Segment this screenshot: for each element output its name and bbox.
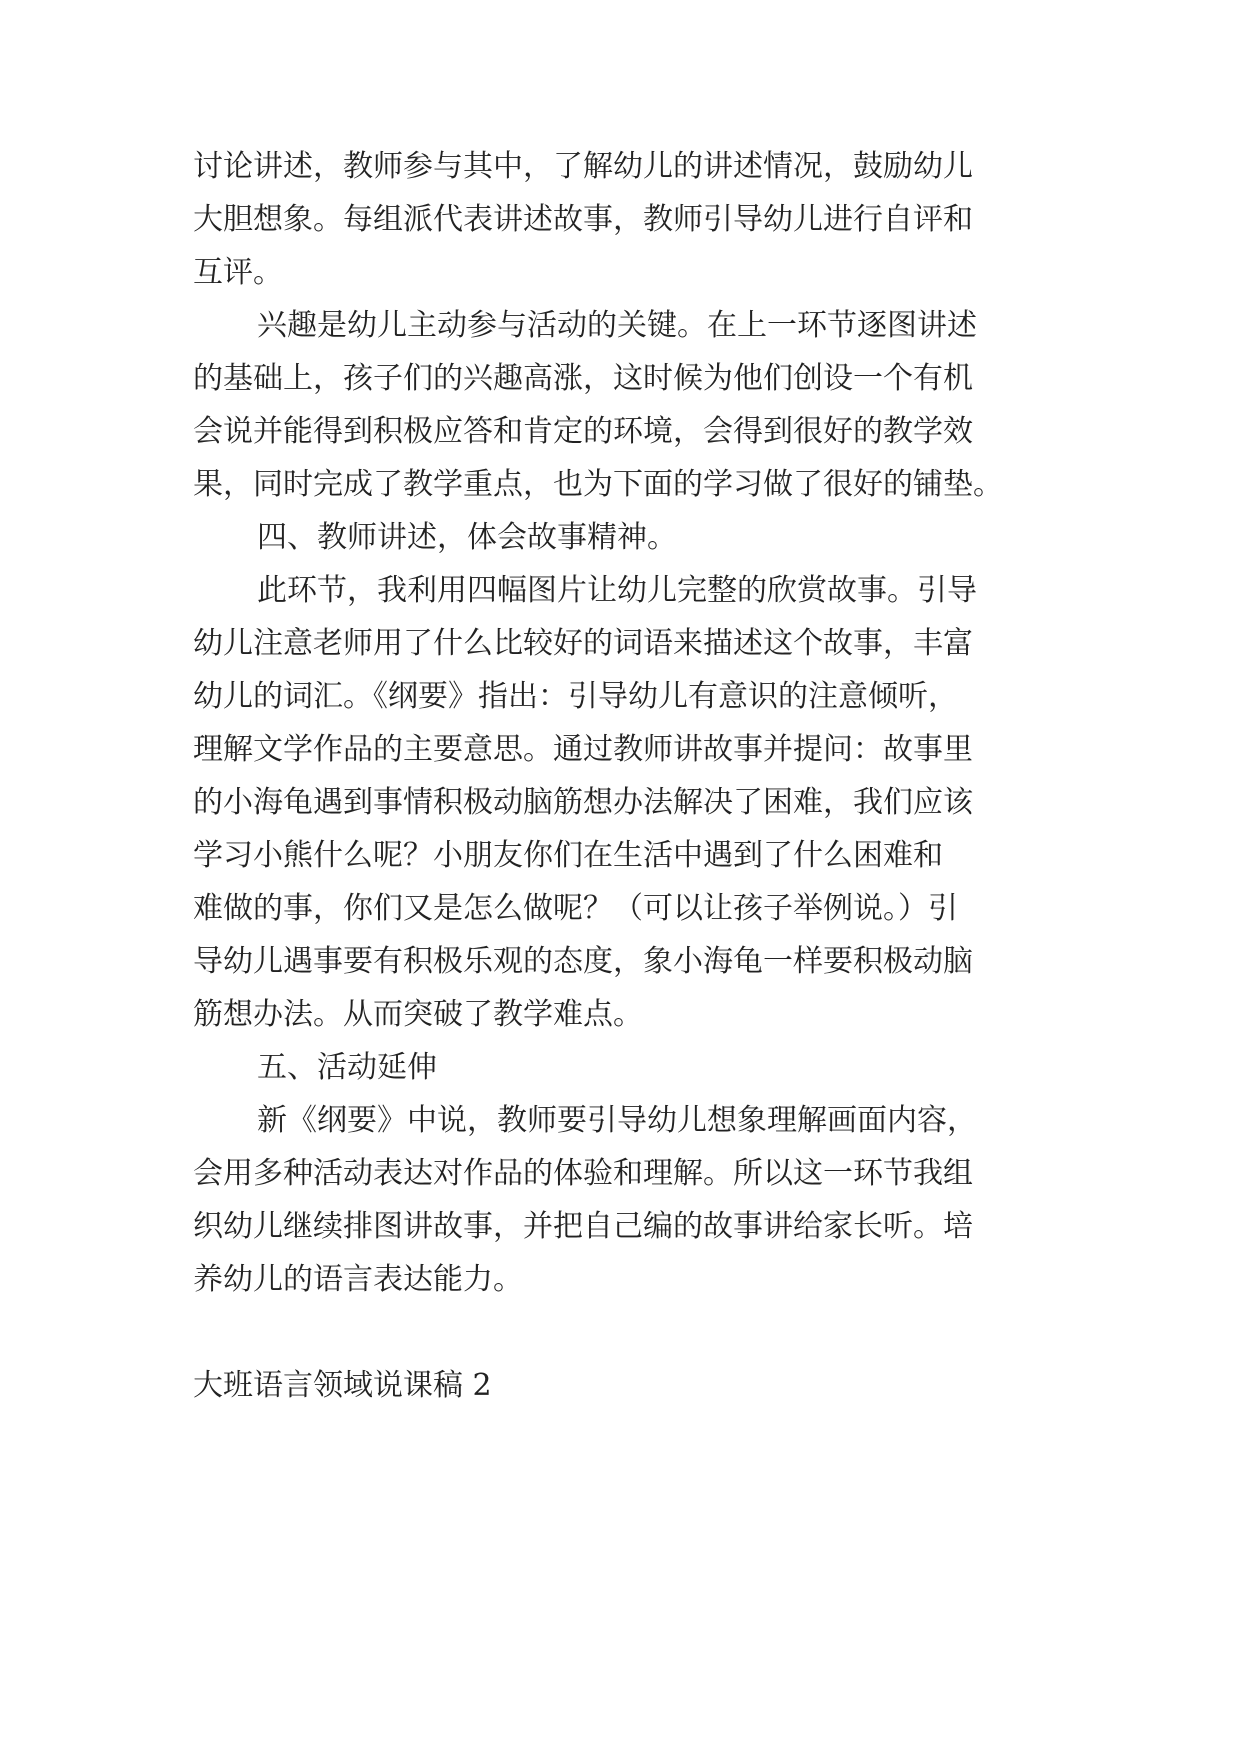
text-line: 互评。: [193, 255, 283, 290]
paragraph-start-line: 此环节，我利用四幅图片让幼儿完整的欣赏故事。引导: [257, 573, 977, 608]
text-line: 会用多种活动表达对作品的体验和理解。所以这一环节我组: [193, 1156, 973, 1191]
text-line: 的基础上，孩子们的兴趣高涨，这时候为他们创设一个有机: [193, 361, 973, 396]
text-line: 筋想办法。从而突破了教学难点。: [193, 997, 643, 1032]
text-line: 的小海龟遇到事情积极动脑筋想办法解决了困难，我们应该: [193, 785, 973, 820]
text-line: 大胆想象。每组派代表讲述故事，教师引导幼儿进行自评和: [193, 202, 973, 237]
heading-line: 五、活动延伸: [257, 1050, 437, 1085]
text-line: 导幼儿遇事要有积极乐观的态度，象小海龟一样要积极动脑: [193, 944, 973, 979]
text-line: 会说并能得到积极应答和肯定的环境，会得到很好的教学效: [193, 414, 973, 449]
text-line: 学习小熊什么呢？小朋友你们在生活中遇到了什么困难和: [193, 838, 943, 873]
text-line: 理解文学作品的主要意思。通过教师讲故事并提问：故事里: [193, 732, 973, 767]
text-line: 幼儿的词汇。《纲要》指出：引导幼儿有意识的注意倾听，: [193, 679, 958, 714]
text-line: 幼儿注意老师用了什么比较好的词语来描述这个故事，丰富: [193, 626, 973, 661]
text-line: 难做的事，你们又是怎么做呢？（可以让孩子举例说。）引: [193, 891, 958, 926]
text-line: 讨论讲述，教师参与其中，了解幼儿的讲述情况，鼓励幼儿: [193, 149, 973, 184]
section-title: 大班语言领域说课稿 2: [193, 1368, 492, 1403]
text-line: 织幼儿继续排图讲故事，并把自己编的故事讲给家长听。培: [193, 1209, 973, 1244]
paragraph-start-line: 新《纲要》中说，教师要引导幼儿想象理解画面内容，: [257, 1103, 977, 1138]
heading-line: 四、教师讲述，体会故事精神。: [257, 520, 677, 555]
paragraph-start-line: 兴趣是幼儿主动参与活动的关键。在上一环节逐图讲述: [257, 308, 977, 343]
text-line: 果，同时完成了教学重点，也为下面的学习做了很好的铺垫。: [193, 467, 1003, 502]
text-line: 养幼儿的语言表达能力。: [193, 1262, 523, 1297]
